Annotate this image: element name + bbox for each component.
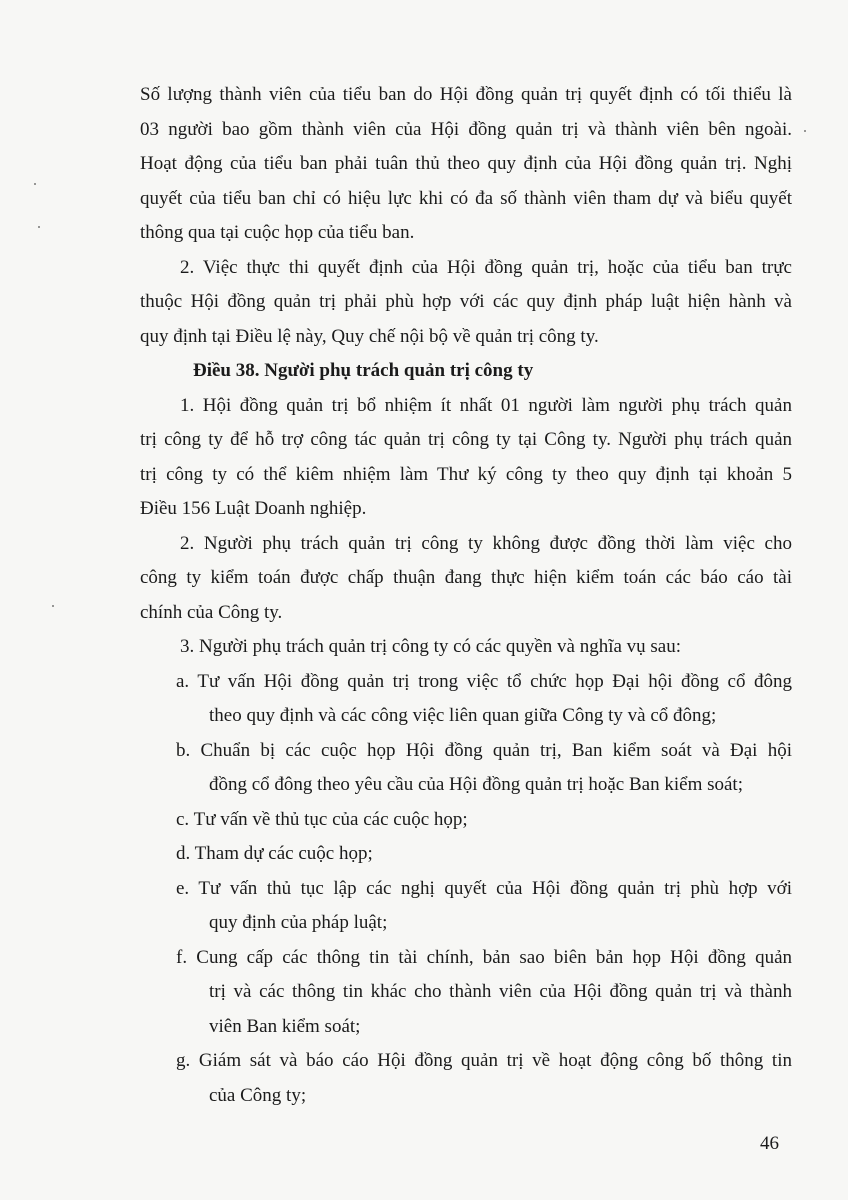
text-line: công ty kiểm toán được chấp thuận đang thực hiện kiểm toán các báo cáo tài [140, 567, 792, 588]
list-item: d. Tham dự các cuộc họp; [176, 843, 373, 864]
text-line: thông qua tại cuộc họp của tiểu ban. [140, 222, 415, 243]
text-line: thuộc Hội đồng quản trị phải phù hợp với các quy định pháp luật hiện hành và [140, 291, 792, 312]
scan-speck [38, 226, 40, 228]
list-item: c. Tư vấn về thủ tục của các cuộc họp; [176, 809, 468, 830]
scan-speck [804, 130, 806, 132]
text-line: chính của Công ty. [140, 602, 283, 623]
list-item: f. Cung cấp các thông tin tài chính, bản sao biên bản họp Hội đồng quản [176, 947, 792, 968]
text-line: 2. Việc thực thi quyết định của Hội đồng quản trị, hoặc của tiểu ban trực [180, 257, 792, 278]
list-item: a. Tư vấn Hội đồng quản trị trong việc tổ chức họp Đại hội đồng cổ đông [176, 671, 792, 692]
text-line: Số lượng thành viên của tiểu ban do Hội đồng quản trị quyết định có tối thiểu là [140, 84, 792, 105]
list-item: b. Chuẩn bị các cuộc họp Hội đồng quản trị, Ban kiểm soát và Đại hội [176, 740, 792, 761]
text-line: 3. Người phụ trách quản trị công ty có các quyền và nghĩa vụ sau: [180, 636, 682, 657]
list-item-continuation: quy định của pháp luật; [209, 912, 388, 933]
text-line: 1. Hội đồng quản trị bổ nhiệm ít nhất 01 người làm người phụ trách quản [180, 395, 792, 416]
page-number: 46 [760, 1133, 779, 1154]
scan-speck [52, 605, 54, 607]
text-line: Điều 156 Luật Doanh nghiệp. [140, 498, 367, 519]
text-line: 03 người bao gồm thành viên của Hội đồng quản trị và thành viên bên ngoài. [140, 119, 792, 140]
scan-speck [34, 183, 36, 185]
list-item-continuation: theo quy định và các công việc liên quan giữa Công ty và cổ đông; [209, 705, 717, 726]
list-item-continuation: viên Ban kiểm soát; [209, 1016, 361, 1037]
article-heading: Điều 38. Người phụ trách quản trị công ty [193, 360, 534, 381]
text-line: quy định tại Điều lệ này, Quy chế nội bộ về quản trị công ty. [140, 326, 599, 347]
list-item: g. Giám sát và báo cáo Hội đồng quản trị về hoạt động công bố thông tin [176, 1050, 792, 1071]
list-item-continuation: của Công ty; [209, 1085, 307, 1106]
list-item-continuation: đồng cổ đông theo yêu cầu của Hội đồng quản trị hoặc Ban kiểm soát; [209, 774, 743, 795]
text-line: trị công ty có thể kiêm nhiệm làm Thư ký công ty theo quy định tại khoản 5 [140, 464, 792, 485]
list-item-continuation: trị và các thông tin khác cho thành viên của Hội đồng quản trị và thành [209, 981, 792, 1002]
text-line: Hoạt động của tiểu ban phải tuân thủ theo quy định của Hội đồng quản trị. Nghị [140, 153, 792, 174]
list-item: e. Tư vấn thủ tục lập các nghị quyết của Hội đồng quản trị phù hợp với [176, 878, 792, 899]
text-line: 2. Người phụ trách quản trị công ty không được đồng thời làm việc cho [180, 533, 792, 554]
text-line: quyết của tiểu ban chỉ có hiệu lực khi có đa số thành viên tham dự và biểu quyết [140, 188, 792, 209]
text-line: trị công ty để hỗ trợ công tác quản trị công ty tại Công ty. Người phụ trách quản [140, 429, 792, 450]
